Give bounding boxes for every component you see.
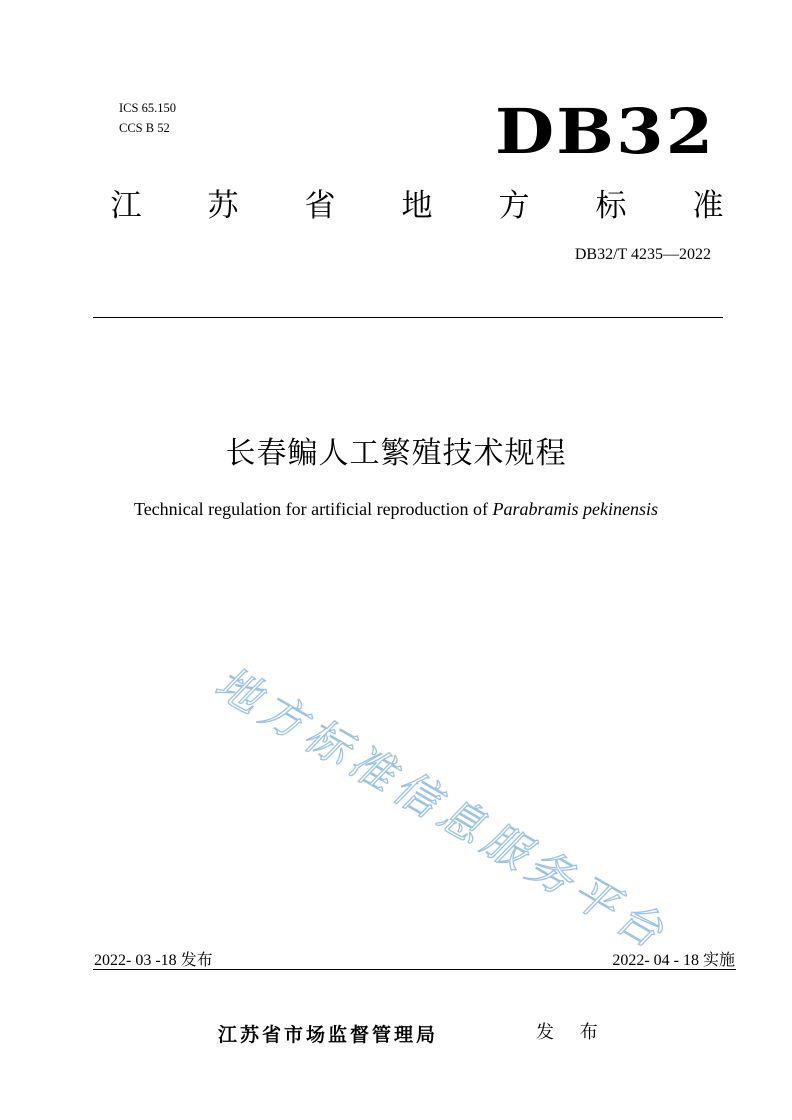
ccs-code: CCS B 52	[119, 121, 170, 135]
classification-codes	[119, 98, 176, 138]
standard-number: DB32/T 4235—2022	[574, 246, 711, 263]
watermark-char: 标	[295, 709, 360, 776]
watermark-char: 平	[562, 865, 627, 932]
watermark-char: 地	[206, 657, 271, 724]
species-name: Parabramis pekinensis	[492, 499, 659, 519]
standard-type-char: 地	[401, 188, 433, 224]
publish-date: 2022- 03 -18 发布	[94, 952, 213, 969]
standard-type-char: 准	[692, 188, 724, 224]
watermark-char: 务	[518, 839, 582, 906]
watermark-char: 息	[429, 787, 493, 854]
watermark-char: 台	[607, 891, 671, 958]
issue-label: 发 布	[536, 1022, 608, 1043]
standard-prefix-logo: DB32	[494, 95, 715, 168]
header-divider	[93, 317, 723, 318]
standard-type-char: 苏	[207, 188, 239, 224]
document-title-chinese: 长春鳊人工繁殖技术规程	[225, 436, 567, 471]
footer-divider	[93, 969, 736, 970]
watermark-char: 方	[251, 683, 315, 750]
watermark-char: 信	[384, 761, 449, 828]
document-title-english	[0, 499, 792, 520]
issuing-authority: 江苏省市场监督管理局	[218, 1024, 439, 1046]
implementation-date: 2022- 04 - 18 实施	[612, 952, 735, 969]
watermark	[190, 640, 671, 958]
watermark-char: 准	[340, 735, 404, 802]
english-title-text: Technical regulation for artificial reproduction of	[133, 499, 493, 519]
standard-type-char: 江	[110, 188, 142, 224]
watermark-char: 服	[473, 813, 538, 880]
ics-code: ICS 65.150	[119, 101, 176, 115]
standard-type-heading	[106, 186, 728, 226]
standard-type-char: 省	[304, 188, 336, 224]
standard-type-char: 标	[595, 188, 627, 224]
standard-type-char: 方	[498, 188, 530, 224]
